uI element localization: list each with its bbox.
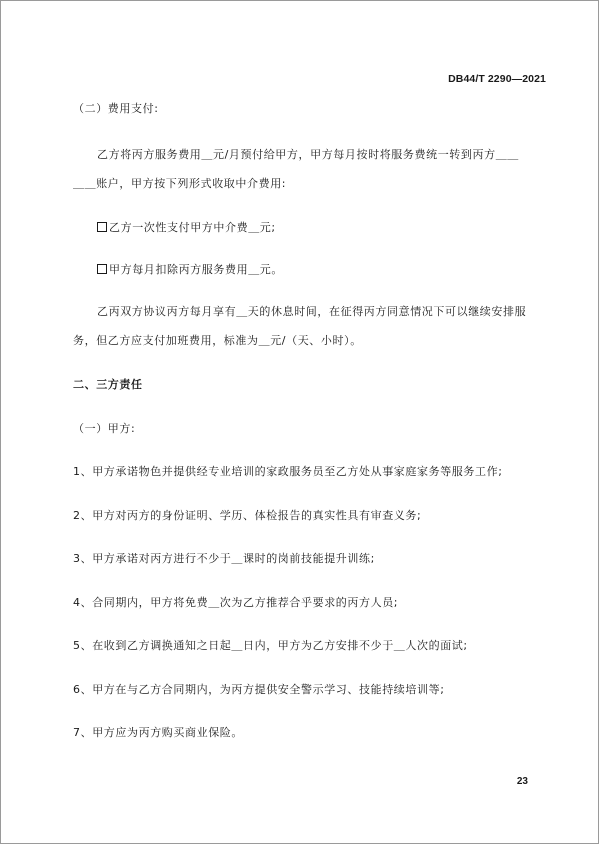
party-a-item-1: 1、甲方承诺物色并提供经专业培训的家政服务员至乙方处从事家庭家务等服务工作; (73, 465, 503, 478)
fee-paragraph-line-2: ＿＿账户，甲方按下列形式收取中介费用: (73, 177, 287, 190)
fee-option-2-label: 甲方每月扣除丙方服务费用＿元。 (109, 263, 283, 276)
fee-option-1-label: 乙方一次性支付甲方中介费＿元; (109, 221, 276, 234)
party-a-item-5: 5、在收到乙方调换通知之日起＿日内，甲方为乙方安排不少于＿人次的面试; (73, 639, 468, 652)
standard-code: DB44/T 2290—2021 (448, 73, 546, 85)
fee-section-heading: （二）费用支付: (73, 102, 159, 115)
checkbox-icon (97, 222, 107, 232)
fee-option-1 (97, 221, 276, 235)
rest-paragraph-line-1: 乙丙双方协议丙方每月享有＿天的休息时间，在征得丙方同意情况下可以继续安排服 (97, 305, 527, 318)
fee-paragraph-line-1: 乙方将丙方服务费用＿元/月预付给甲方，甲方每月按时将服务费统一转到丙方＿＿ (97, 148, 519, 161)
party-a-item-7: 7、甲方应为丙方购买商业保险。 (73, 726, 243, 739)
fee-option-2 (97, 263, 283, 277)
responsibility-heading: 二、三方责任 (73, 378, 143, 391)
party-a-item-2: 2、甲方对丙方的身份证明、学历、体检报告的真实性具有审查义务; (73, 509, 422, 522)
party-a-item-3: 3、甲方承诺对丙方进行不少于＿课时的岗前技能提升训练; (73, 552, 375, 565)
party-a-item-4: 4、合同期内，甲方将免费＿次为乙方推荐合乎要求的丙方人员; (73, 596, 399, 609)
party-a-item-6: 6、甲方在与乙方合同期内，为丙方提供安全警示学习、技能持续培训等; (73, 683, 445, 696)
checkbox-icon (97, 264, 107, 274)
page-number: 23 (516, 776, 528, 787)
party-a-heading: （一）甲方: (73, 422, 136, 435)
rest-paragraph-line-2: 务，但乙方应支付加班费用，标准为＿元/（天、小时）。 (73, 334, 362, 347)
